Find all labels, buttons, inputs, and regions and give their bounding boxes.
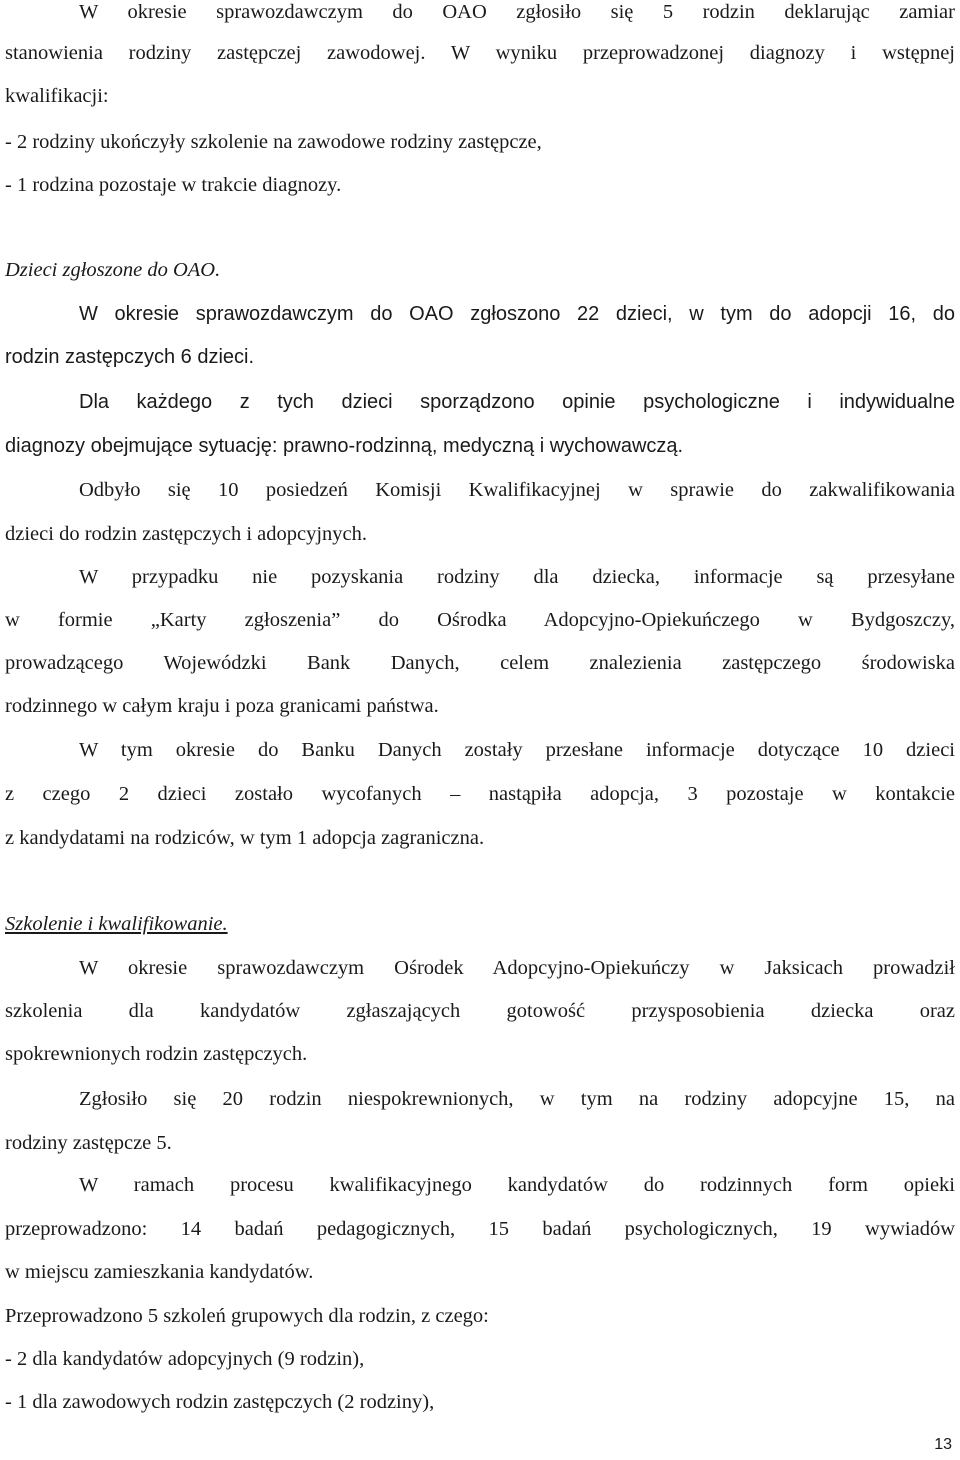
paragraph-line: rodzinnego w całym kraju i poza granicami państwa. bbox=[5, 695, 439, 717]
paragraph-line: W ramach procesu kwalifikacyjnego kandydatów do rodzinnych form opieki bbox=[79, 1174, 955, 1196]
paragraph-line: w formie „Karty zgłoszenia” do Ośrodka Adopcyjno-Opiekuńczego w Bydgoszczy, bbox=[5, 609, 955, 631]
paragraph-line: rodziny zastępcze 5. bbox=[5, 1132, 172, 1154]
section-heading: Dzieci zgłoszone do OAO. bbox=[5, 259, 221, 281]
paragraph-line: z kandydatami na rodziców, w tym 1 adopcja zagraniczna. bbox=[5, 827, 485, 849]
paragraph-line: przeprowadzono: 14 badań pedagogicznych, 15 badań psychologicznych, 19 wywiadów bbox=[5, 1218, 955, 1240]
paragraph-line: W okresie sprawozdawczym Ośrodek Adopcyjno-Opiekuńczy w Jaksicach prowadził bbox=[79, 957, 955, 979]
paragraph-line: Dla każdego z tych dzieci sporządzono opinie psychologiczne i indywidualne bbox=[79, 391, 955, 413]
paragraph-line: diagnozy obejmujące sytuację: prawno-rodzinną, medyczną i wychowawczą. bbox=[5, 435, 684, 457]
paragraph-line: rodzin zastępczych 6 dzieci. bbox=[5, 346, 255, 368]
paragraph-line: prowadzącego Wojewódzki Bank Danych, celem znalezienia zastępczego środowiska bbox=[5, 652, 955, 674]
paragraph-line: W tym okresie do Banku Danych zostały przesłane informacje dotyczące 10 dzieci bbox=[79, 739, 955, 761]
list-item: - 1 dla zawodowych rodzin zastępczych (2 rodziny), bbox=[5, 1391, 435, 1413]
paragraph-line: kwalifikacji: bbox=[5, 85, 109, 107]
paragraph-line: dzieci do rodzin zastępczych i adopcyjnych. bbox=[5, 523, 368, 545]
paragraph-line: W okresie sprawozdawczym do OAO zgłoszono 22 dzieci, w tym do adopcji 16, do bbox=[79, 303, 955, 325]
paragraph-line: Odbyło się 10 posiedzeń Komisji Kwalifikacyjnej w sprawie do zakwalifikowania bbox=[79, 479, 955, 501]
paragraph-line: z czego 2 dzieci zostało wycofanych – nastąpiła adopcja, 3 pozostaje w kontakcie bbox=[5, 783, 955, 805]
paragraph-line: szkolenia dla kandydatów zgłaszających gotowość przysposobienia dziecka oraz bbox=[5, 1000, 955, 1022]
page-number: 13 bbox=[934, 1436, 952, 1453]
list-item: - 2 dla kandydatów adopcyjnych (9 rodzin), bbox=[5, 1348, 365, 1370]
paragraph-line: W okresie sprawozdawczym do OAO zgłosiło się 5 rodzin deklarując zamiar bbox=[79, 1, 955, 23]
paragraph-line: W przypadku nie pozyskania rodziny dla dziecka, informacje są przesyłane bbox=[79, 566, 955, 588]
paragraph-line: w miejscu zamieszkania kandydatów. bbox=[5, 1261, 314, 1283]
paragraph-line: Zgłosiło się 20 rodzin niespokrewnionych, w tym na rodziny adopcyjne 15, na bbox=[79, 1088, 955, 1110]
list-item: - 1 rodzina pozostaje w trakcie diagnozy. bbox=[5, 174, 342, 196]
paragraph-line: Przeprowadzono 5 szkoleń grupowych dla rodzin, z czego: bbox=[5, 1305, 489, 1327]
paragraph-line: spokrewnionych rodzin zastępczych. bbox=[5, 1043, 308, 1065]
paragraph-line: stanowienia rodziny zastępczej zawodowej. W wyniku przeprowadzonej diagnozy i wstępnej bbox=[5, 42, 955, 64]
list-item: - 2 rodziny ukończyły szkolenie na zawodowe rodziny zastępcze, bbox=[5, 131, 542, 153]
section-heading: Szkolenie i kwalifikowanie. bbox=[5, 913, 228, 935]
